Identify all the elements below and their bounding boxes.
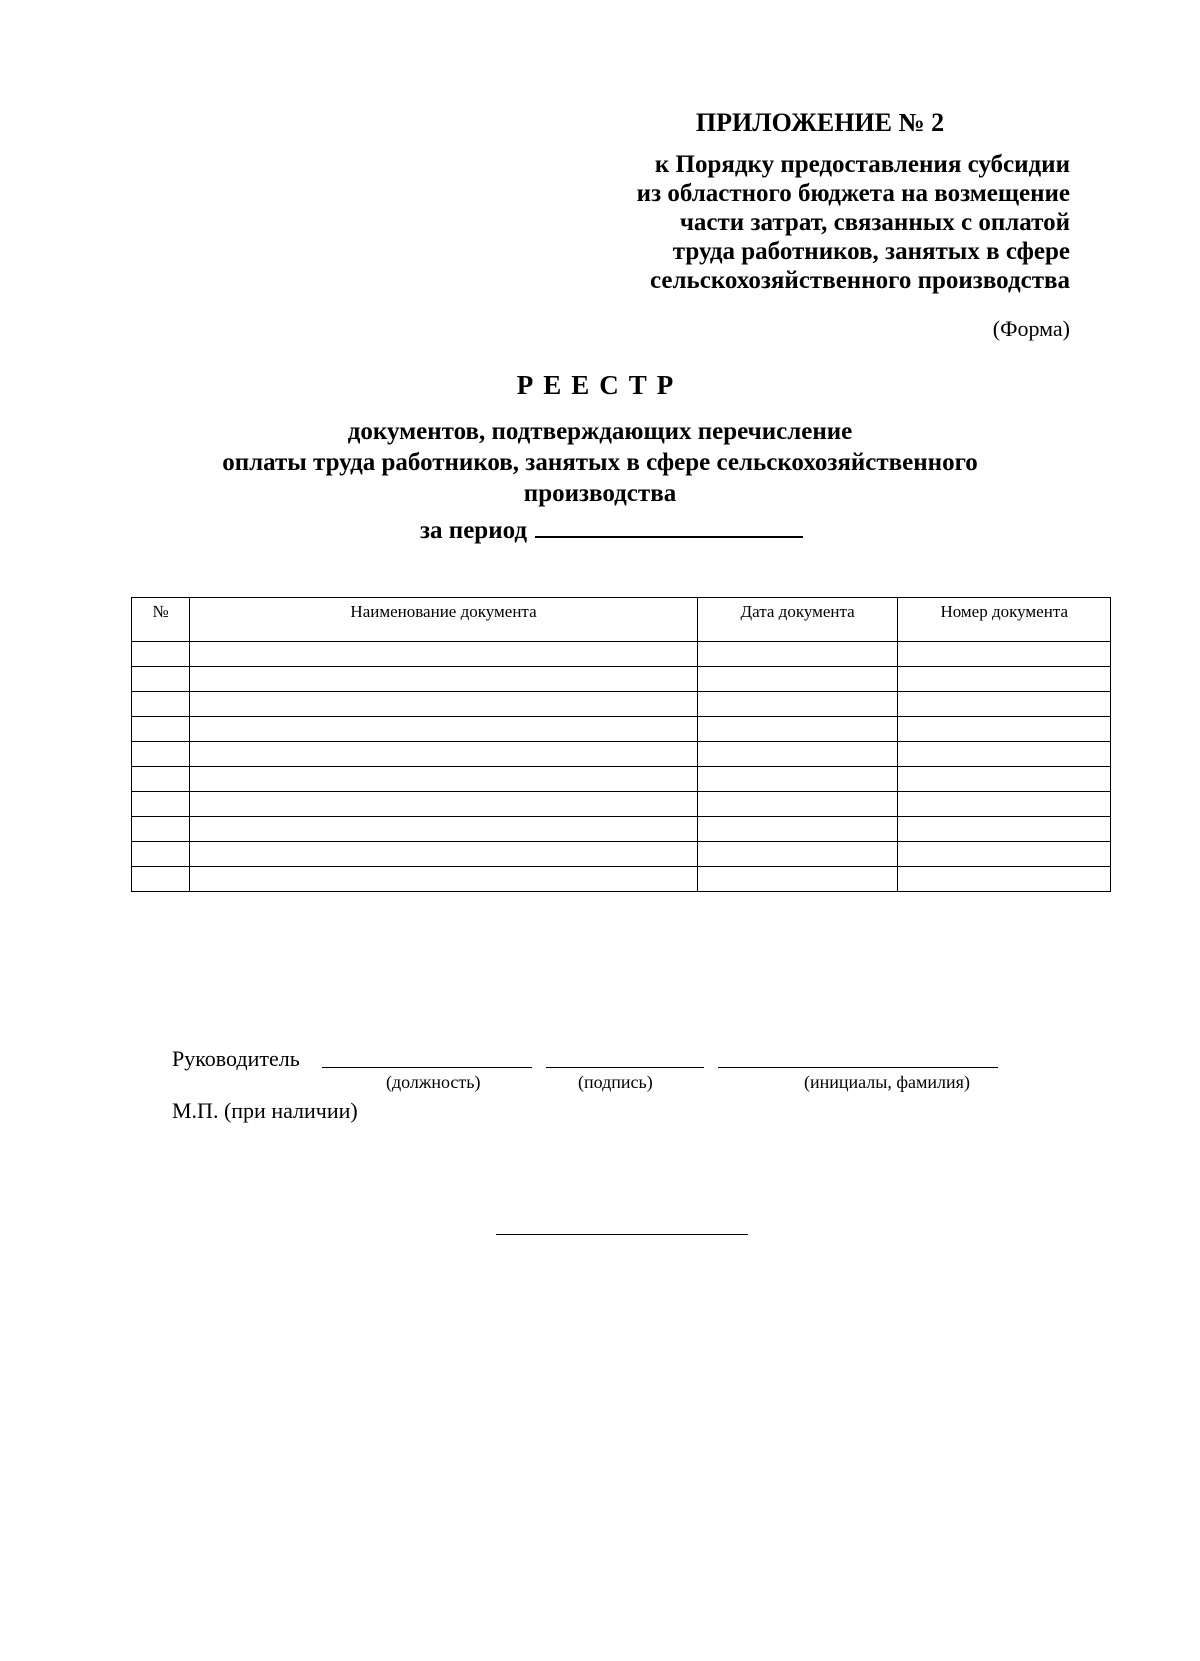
cell-number[interactable] xyxy=(132,742,190,767)
table-row xyxy=(132,767,1111,792)
registry-title: РЕЕСТР xyxy=(516,370,684,400)
table-body xyxy=(132,642,1111,892)
table-row xyxy=(132,842,1111,867)
appendix-line: из областного бюджета на возмещение xyxy=(636,180,1070,207)
cell-number[interactable] xyxy=(132,817,190,842)
signature-label: Руководитель xyxy=(172,1046,300,1071)
form-label: (Форма) xyxy=(992,316,1070,341)
caption-position: (должность) xyxy=(386,1072,481,1092)
stamp-note: М.П. (при наличии) xyxy=(172,1098,358,1123)
cell-number[interactable] xyxy=(132,642,190,667)
cell-document-date[interactable] xyxy=(697,817,898,842)
cell-document-name[interactable] xyxy=(190,642,698,667)
table-row xyxy=(132,642,1111,667)
cell-document-date[interactable] xyxy=(697,692,898,717)
cell-document-date[interactable] xyxy=(697,667,898,692)
cell-document-number[interactable] xyxy=(898,767,1111,792)
caption-name: (инициалы, фамилия) xyxy=(804,1072,970,1092)
cell-document-number[interactable] xyxy=(898,792,1111,817)
cell-number[interactable] xyxy=(132,767,190,792)
appendix-description xyxy=(480,150,1070,295)
period-blank-field[interactable] xyxy=(535,512,803,538)
table-row xyxy=(132,742,1111,767)
cell-number[interactable] xyxy=(132,867,190,892)
cell-document-name[interactable] xyxy=(190,692,698,717)
table-header-row xyxy=(132,598,1111,642)
subtitle-line: производства xyxy=(523,480,677,507)
cell-document-name[interactable] xyxy=(190,792,698,817)
cell-document-date[interactable] xyxy=(697,767,898,792)
table-row xyxy=(132,867,1111,892)
cell-document-number[interactable] xyxy=(898,642,1111,667)
cell-number[interactable] xyxy=(132,667,190,692)
header-number: № xyxy=(132,598,190,642)
subtitle-line: документов, подтверждающих перечисление xyxy=(347,418,853,445)
cell-document-number[interactable] xyxy=(898,692,1111,717)
subtitle-line: оплаты труда работников, занятых в сфере сельскохозяйственного xyxy=(222,449,978,476)
table-row xyxy=(132,792,1111,817)
appendix-line: к Порядку предоставления субсидии xyxy=(654,151,1070,178)
cell-number[interactable] xyxy=(132,717,190,742)
header-document-date: Дата документа xyxy=(697,598,898,642)
cell-document-number[interactable] xyxy=(898,742,1111,767)
cell-document-name[interactable] xyxy=(190,767,698,792)
position-blank-field[interactable] xyxy=(322,1066,532,1068)
name-blank-field[interactable] xyxy=(718,1066,998,1068)
documents-table xyxy=(131,597,1111,892)
cell-document-date[interactable] xyxy=(697,792,898,817)
cell-number[interactable] xyxy=(132,792,190,817)
cell-number[interactable] xyxy=(132,692,190,717)
header-document-name: Наименование документа xyxy=(190,598,698,642)
appendix-title: ПРИЛОЖЕНИЕ № 2 xyxy=(695,108,945,137)
appendix-line: части затрат, связанных с оплатой xyxy=(679,209,1070,236)
cell-document-name[interactable] xyxy=(190,842,698,867)
signature-blank-field[interactable] xyxy=(546,1066,704,1068)
appendix-line: сельскохозяйственного производства xyxy=(650,267,1070,294)
period-row xyxy=(420,512,803,545)
caption-signature: (подпись) xyxy=(578,1072,653,1092)
cell-document-date[interactable] xyxy=(697,742,898,767)
cell-document-date[interactable] xyxy=(697,867,898,892)
cell-document-name[interactable] xyxy=(190,667,698,692)
cell-document-number[interactable] xyxy=(898,717,1111,742)
cell-document-number[interactable] xyxy=(898,867,1111,892)
header-document-number: Номер документа xyxy=(898,598,1111,642)
appendix-line: труда работников, занятых в сфере xyxy=(672,238,1070,265)
table-row xyxy=(132,667,1111,692)
registry-subtitle xyxy=(150,416,1050,509)
cell-document-name[interactable] xyxy=(190,717,698,742)
cell-document-date[interactable] xyxy=(697,642,898,667)
cell-number[interactable] xyxy=(132,842,190,867)
cell-document-name[interactable] xyxy=(190,867,698,892)
table-row xyxy=(132,817,1111,842)
footer-divider xyxy=(496,1234,748,1235)
table-row xyxy=(132,692,1111,717)
cell-document-name[interactable] xyxy=(190,742,698,767)
cell-document-number[interactable] xyxy=(898,842,1111,867)
table-row xyxy=(132,717,1111,742)
cell-document-date[interactable] xyxy=(697,842,898,867)
period-label: за период xyxy=(420,517,528,544)
cell-document-date[interactable] xyxy=(697,717,898,742)
cell-document-number[interactable] xyxy=(898,667,1111,692)
cell-document-number[interactable] xyxy=(898,817,1111,842)
cell-document-name[interactable] xyxy=(190,817,698,842)
